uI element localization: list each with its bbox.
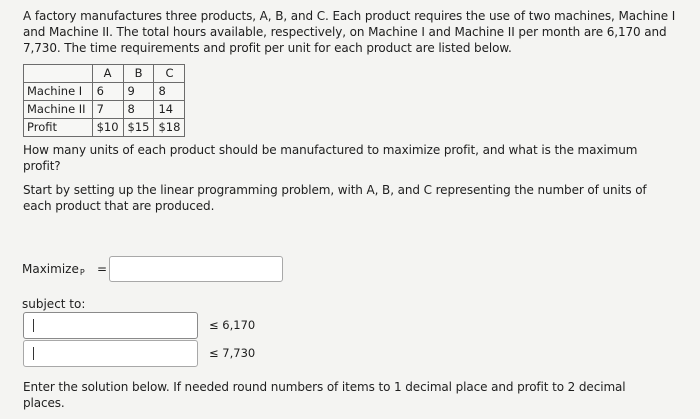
setup-instructions: Start by setting up the linear programming problem, with A, B, and C representing the number of units of each product that are produced. (23, 183, 647, 213)
cell-a: 6 (92, 83, 123, 101)
requirements-table (23, 64, 185, 137)
question-text: How many units of each product should be manufactured to maximize profit, and what is the maximum profit? (23, 143, 638, 173)
table-header-row (24, 65, 185, 83)
constraint-1-rhs: ≤ 6,170 (209, 318, 256, 332)
row-label: Profit (24, 119, 93, 137)
cell-c: 14 (154, 101, 185, 119)
cell-c: 8 (154, 83, 185, 101)
cell-b: 9 (123, 83, 154, 101)
table-header-a: A (92, 65, 123, 83)
cell-b: 8 (123, 101, 154, 119)
equals-sign: = (97, 262, 108, 276)
cell-a: 7 (92, 101, 123, 119)
maximize-word: Maximize (22, 262, 79, 276)
subject-to-label: subject to: (22, 297, 86, 311)
maximize-subscript: P (79, 268, 85, 277)
table-row (24, 119, 185, 137)
maximize-label (22, 262, 85, 277)
cell-b: $15 (123, 119, 154, 137)
table-header-c: C (154, 65, 185, 83)
constraint-1-input[interactable] (23, 312, 198, 339)
text-cursor (33, 319, 34, 332)
cell-a: $10 (92, 119, 123, 137)
table-header-b: B (123, 65, 154, 83)
table-header-corner (24, 65, 93, 83)
table-row (24, 101, 185, 119)
row-label: Machine II (24, 101, 93, 119)
objective-function-input[interactable] (109, 256, 283, 282)
problem-statement: A factory manufactures three products, A, B, and C. Each product requires the use of two machines, Machine I and Machine II. The total hours available, respectively, on Machine I and Machine II per month are 6,170 and 7,730. The time requirements and profit per unit for each product are listed below. (23, 9, 676, 55)
table-row (24, 83, 185, 101)
cell-c: $18 (154, 119, 185, 137)
text-cursor (33, 347, 34, 360)
row-label: Machine I (24, 83, 93, 101)
constraint-2-rhs: ≤ 7,730 (209, 346, 256, 360)
enter-solution-instructions: Enter the solution below. If needed round numbers of items to 1 decimal place and profit to 2 decimal places. (23, 380, 626, 410)
constraint-2-input[interactable] (23, 340, 198, 367)
